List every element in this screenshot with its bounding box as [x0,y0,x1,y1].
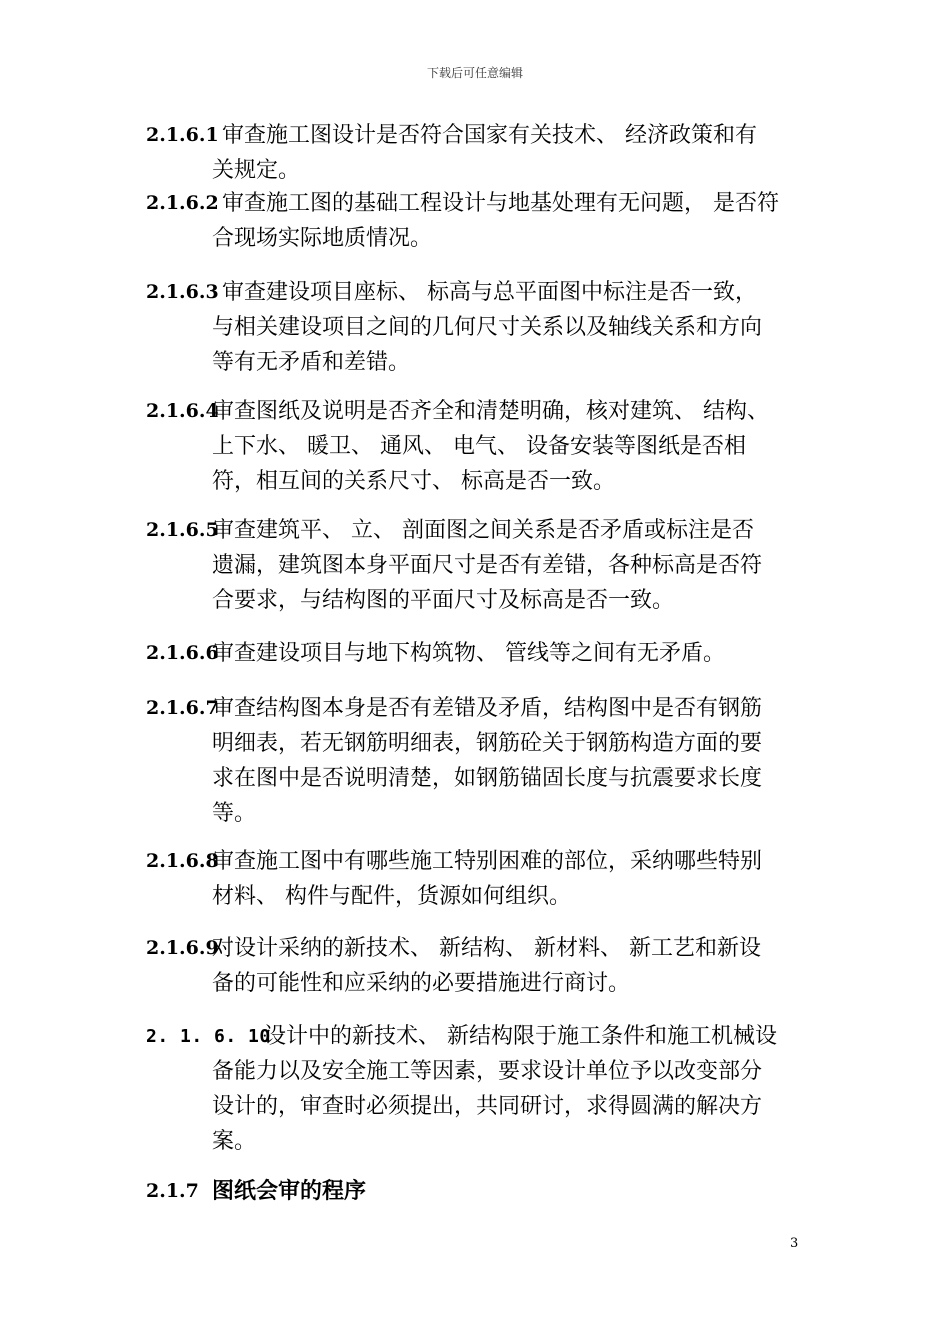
clause-2-1-6-8 [146,844,802,914]
clause-line: 审查建筑平、 立、 剖面图之间关系是否矛盾或标注是否 [212,518,754,543]
clause-line: 审查图纸及说明是否齐全和清楚明确，核对建筑、 结构、 [212,399,769,424]
clause-2-1-6-5 [146,513,802,618]
clause-text [212,844,802,914]
clause-text [212,931,802,1001]
clause-line: 上下水、 暖卫、 通风、 电气、 设备安装等图纸是否相 [212,434,746,459]
clause-number: 2.1.6.9 [146,937,219,959]
clause-line: 备能力以及安全施工等因素，要求设计单位予以改变部分 [212,1059,763,1084]
clause-line: 审查结构图本身是否有差错及矛盾，结构图中是否有钢筋 [212,696,763,721]
clause-text [212,691,802,831]
clause-line: 等。 [212,801,257,826]
clause-line: 与相关建设项目之间的几何尺寸关系以及轴线关系和方向 [212,315,763,340]
clause-number: 2.1.6.2 [146,192,219,214]
section-title: 图纸会审的程序 [212,1179,367,1204]
clause-text [212,1019,802,1159]
clause-line: 案。 [212,1129,257,1154]
clause-2-1-6-10 [146,1019,802,1159]
clause-text [212,118,802,188]
clause-text [212,513,802,618]
clause-number: 2.1.6.3 [146,281,219,303]
section-heading [146,1174,802,1209]
clause-text [212,186,802,256]
clause-line: 求在图中是否说明清楚，如钢筋锚固长度与抗震要求长度 [212,766,763,791]
clause-2-1-6-3 [146,275,802,380]
section-number: 2.1.7 [146,1180,199,1202]
clause-line: 审查施工图的基础工程设计与地基处理有无问题， 是否符 [222,191,779,216]
clause-number: 2.1.6.6 [146,642,219,664]
clause-line: 合要求，与结构图的平面尺寸及标高是否一致。 [212,588,675,613]
page-header: 下载后可任意编辑 [426,66,523,80]
clause-line: 合现场实际地质情况。 [212,226,433,251]
clause-line: 关规定。 [212,158,301,183]
clause-number: 2.1.6.8 [146,850,219,872]
clause-line: 符，相互间的关系尺寸、 标高是否一致。 [212,469,615,494]
clause-number: 2.1.6.1 [146,124,219,146]
clause-2-1-6-2 [146,186,802,256]
clause-line: 审查建设项目与地下构筑物、 管线等之间有无矛盾。 [212,641,725,666]
clause-line: 设计中的新技术、 新结构限于施工条件和施工机械设 [264,1024,777,1049]
clause-text [212,636,802,671]
clause-number: 2.1.6.4 [146,400,219,422]
clause-text [212,275,802,380]
clause-2-1-6-9 [146,931,802,1001]
clause-line: 设计的，审查时必须提出，共同研讨，求得圆满的解决方 [212,1094,763,1119]
clause-number: 2. 1. 6. 10 [146,1026,271,1047]
clause-line: 审查施工图设计是否符合国家有关技术、 经济政策和有 [222,123,757,148]
clause-line: 等有无矛盾和差错。 [212,350,411,375]
clause-number: 2.1.6.5 [146,519,219,541]
clause-2-1-6-4 [146,394,802,499]
clause-line: 对设计采纳的新技术、 新结构、 新材料、 新工艺和新设 [212,936,761,961]
clause-number: 2.1.6.7 [146,697,219,719]
clause-line: 材料、 构件与配件，货源如何组织。 [212,884,571,909]
clause-2-1-6-6 [146,636,802,671]
clause-line: 明细表，若无钢筋明细表，钢筋砼关于钢筋构造方面的要 [212,731,763,756]
clause-line: 审查施工图中有哪些施工特别困难的部位，采纳哪些特别 [212,849,763,874]
clause-line: 遗漏，建筑图本身平面尺寸是否有差错，各种标高是否符 [212,553,763,578]
clause-text [212,394,802,499]
clause-line: 审查建设项目座标、 标高与总平面图中标注是否一致， [222,280,757,305]
clause-line: 备的可能性和应采纳的必要措施进行商讨。 [212,971,631,996]
clause-2-1-6-7 [146,691,802,831]
clause-2-1-6-1 [146,118,802,188]
page-number: 3 [790,1236,799,1251]
